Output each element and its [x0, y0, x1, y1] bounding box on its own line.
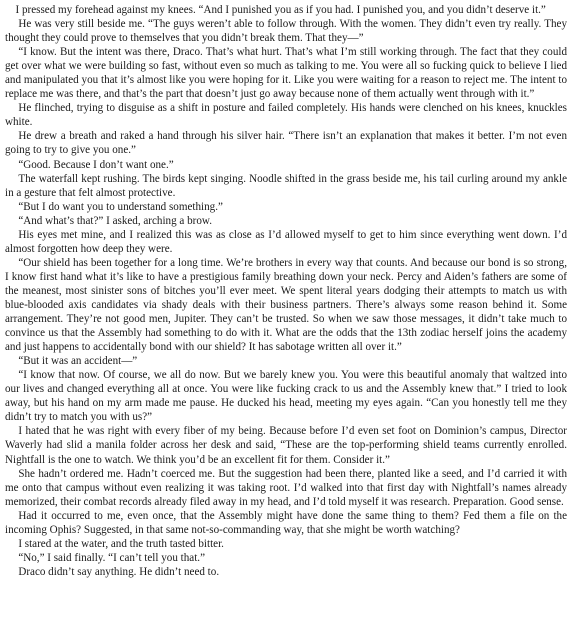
- paragraph-7: The waterfall kept rushing. The birds kept singing. Noodle shifted in the grass beside me, his tail curling around my ankle in a gesture that felt almost protective.: [5, 172, 567, 199]
- paragraph-4: He flinched, trying to disguise as a shift in posture and failed completely. His hands were clenched on his knees, knuckles white.: [5, 102, 567, 129]
- paragraph-1: I pressed my forehead against my knees. “And I punished you as if you had. I punished you, and you didn’t deserve it.”: [15, 4, 546, 16]
- paragraph-13: “I know that now. Of course, we all do now. But we barely knew you. You were this beautiful anomaly that waltzed into our lives and changed everything all at once. You were like fucking crack to us and the Assembly knew that.” I tried to look away, but his hand on my arm made me pause. He ducked his head, meeting my eyes again. “Can you honestly tell me they didn’t try to match you with us?”: [5, 369, 567, 424]
- paragraph-16: Had it occurred to me, even once, that the Assembly might have done the same thing to them? Fed them a file on the incoming Ophis? Suggested, in that same not-so-commanding way, that she might be worth watching?: [5, 509, 567, 536]
- paragraph-5: He drew a breath and raked a hand through his silver hair. “There isn’t an explanation that makes it better. I’m not even going to try to give you one.”: [5, 130, 567, 157]
- paragraph-19: Draco didn’t say anything. He didn’t need to.: [18, 565, 220, 578]
- paragraph-2: He was very still beside me. “The guys weren’t able to follow through. With the women. They didn’t even try really. They thought they could prove to themselves that you didn’t break them. That they—”: [5, 18, 567, 45]
- paragraph-6: “Good. Because I don’t want one.”: [18, 158, 174, 171]
- paragraph-12: “But it was an accident—”: [18, 355, 138, 368]
- paragraph-18: “No,” I said finally. “I can’t tell you that.”: [18, 551, 205, 564]
- paragraph-9: “And what’s that?” I asked, arching a brow.: [18, 214, 212, 227]
- paragraph-8: “But I do want you to understand something.”: [18, 200, 223, 213]
- paragraph-10: His eyes met mine, and I realized this was as close as I’d allowed myself to get to him since everything went down. I’d almost forgotten how deep they were.: [5, 228, 567, 255]
- paragraph-14: I hated that he was right with every fiber of my being. Because before I’d even set foot on Dominion’s campus, Director Waverly had slid a manila folder across her desk and said, “These are the top-performing shield teams currently enrolled. Nightfall is the one to watch. We think you’d be an excellent fit for them. Consider it.”: [5, 425, 567, 466]
- paragraph-11: “Our shield has been together for a long time. We’re brothers in every way that counts. And because our bond is so strong, I know first hand what it’s like to have a prestigious family breathing down your neck. Percy and Aiden’s fathers are some of the meanest, most sinister sons of bitches you’ll ever meet. We spent literal years dodging their attempts to match us with blue-blooded axis candidates via shady deals with their business partners. There’s always some reason behind it. Some arrangement. They’re not good men, Jupiter. They can’t be trusted. So when we saw those messages, it didn’t take much to convince us that the Assembly had something to do with it. What are the odds that the 13th zodiac herself joins the academy and just happens to accidentally bond with our shield? It has sabotage written all over it.”: [5, 256, 567, 354]
- paragraph-17: I stared at the water, and the truth tasted bitter.: [18, 537, 224, 550]
- paragraph-15: She hadn’t ordered me. Hadn’t coerced me. But the suggestion had been there, planted like a seed, and I’d carried it with me onto that campus without even realizing it was taking root. I’d walked into that first day with Nightfall’s names already memorized, their combat records already filed away in my head, and I’d told myself it was research. Preparation. Good sense.: [5, 467, 567, 508]
- paragraph-3: “I know. But the intent was there, Draco. That’s what hurt. That’s what I’m still working through. The fact that they could get over what we were building so fast, without even so much as talking to me. You were all so fucking quick to believe I lied and manipulated you that it’s almost like you were hoping for it. Like you were waiting for a reason to reject me. The intent to replace me was there, and that’s the part that doesn’t just go away because none of them actually went through with it.”: [5, 46, 567, 101]
